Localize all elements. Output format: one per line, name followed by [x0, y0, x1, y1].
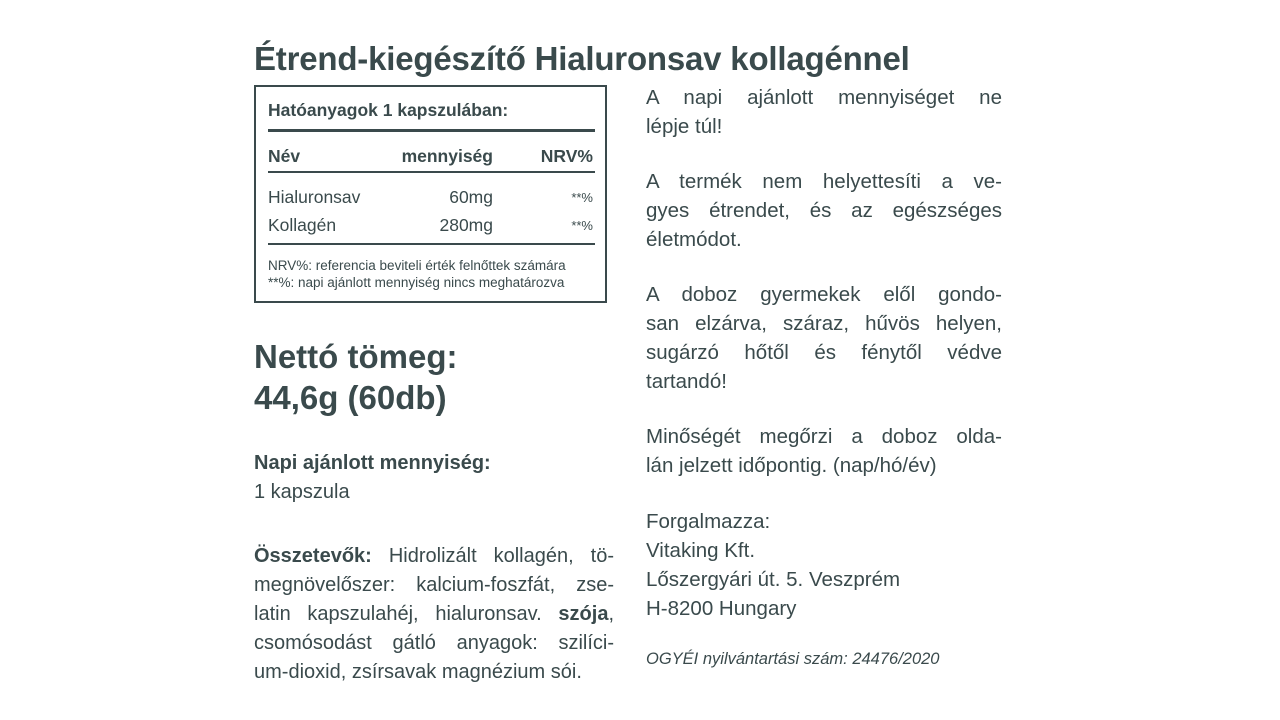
ingredients-line: latin kapszulahéj, hialuronsav.	[254, 603, 542, 625]
active-ingredients-table	[254, 85, 607, 303]
daily-dose-label: Napi ajánlott mennyiség:	[254, 452, 491, 474]
table-footnote: **%: napi ajánlott mennyiség nincs meghatározva	[268, 275, 565, 290]
column-header-nrv: NRV%	[540, 146, 593, 166]
product-title: Étrend-kiegészítő Hialuronsav kollagénnel	[254, 40, 910, 77]
net-weight-label: Nettó tömeg:	[254, 338, 458, 375]
ingredient-amount: 280mg	[439, 215, 493, 235]
net-weight	[254, 336, 457, 418]
distributor-label: Forgalmazza:	[646, 510, 771, 533]
ingredient-name: Kollagén	[268, 215, 337, 235]
warning-line: gyes étrendet, és az egészséges	[646, 199, 1002, 222]
warning-line: san elzárva, száraz, hűvös helyen,	[646, 312, 1002, 335]
distributor-company: Vitaking Kft.	[646, 539, 756, 562]
ingredients-punct: ,	[608, 603, 615, 625]
warning-line: Minőségét megőrzi a doboz olda-	[646, 425, 1002, 448]
ingredients-line: megnövelőszer: kalcium-foszfát, zse-	[254, 574, 614, 596]
net-weight-value: 44,6g (60db)	[254, 379, 447, 416]
warning-dose	[646, 83, 1002, 141]
ingredient-name: Hialuronsav	[268, 187, 361, 207]
best-before-note	[646, 422, 1002, 480]
distributor-postal: H-8200 Hungary	[646, 597, 797, 620]
allergen-soy: szója	[558, 603, 609, 625]
warning-line: A doboz gyermekek elől gondo-	[646, 283, 1002, 306]
ingredients-label: Összetevők:	[254, 545, 372, 567]
warning-line: lépje túl!	[646, 115, 723, 138]
warning-line: A termék nem helyettesíti a ve-	[646, 170, 1002, 193]
warning-line: tartandó!	[646, 370, 727, 393]
ingredients-line: csomósodást gátló anyagok: szilíci-	[254, 632, 614, 654]
distributor-block	[646, 507, 1002, 623]
warning-storage	[646, 280, 1002, 396]
table-heading: Hatóanyagok 1 kapszulában:	[268, 100, 509, 120]
daily-dose-value: 1 kapszula	[254, 481, 350, 503]
table-rule	[268, 243, 595, 245]
table-rule	[268, 171, 595, 173]
warning-diet	[646, 167, 1002, 254]
table-rule	[268, 129, 595, 132]
ingredient-nrv: **%	[571, 190, 593, 205]
warning-line: A napi ajánlott mennyiséget ne	[646, 86, 1002, 109]
table-footnote: NRV%: referencia beviteli érték felnőttek számára	[268, 258, 566, 273]
column-header-name: Név	[268, 146, 301, 166]
registration-number: OGYÉI nyilvántartási szám: 24476/2020	[646, 650, 940, 668]
distributor-address: Lőszergyári út. 5. Veszprém	[646, 568, 901, 591]
warning-line: lán jelzett időpontig. (nap/hó/év)	[646, 454, 937, 477]
ingredients-text	[254, 542, 614, 687]
warning-line: életmódot.	[646, 228, 742, 251]
ingredient-nrv: **%	[571, 218, 593, 233]
ingredients-line: um-dioxid, zsírsavak magnézium sói.	[254, 661, 582, 683]
column-header-amount: mennyiség	[401, 146, 493, 166]
ingredient-amount: 60mg	[449, 187, 493, 207]
ingredients-line: Hidrolizált kollagén, tö-	[388, 545, 614, 567]
warning-line: sugárzó hőtől és fénytől védve	[646, 341, 1002, 364]
